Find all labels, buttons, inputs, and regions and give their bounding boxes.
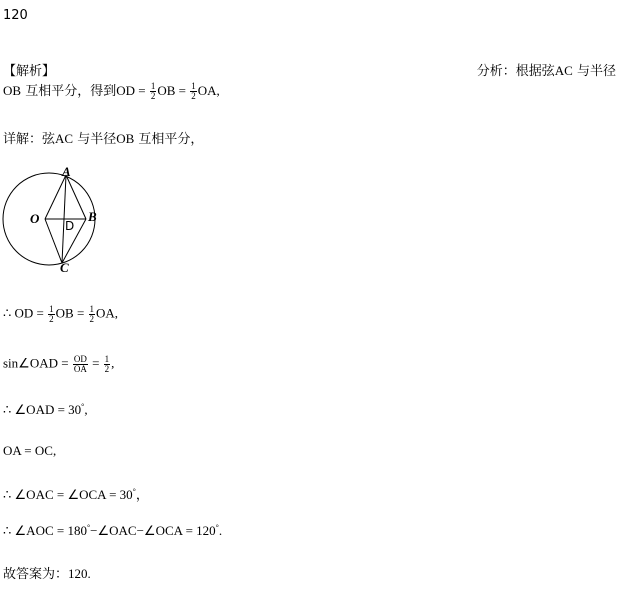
step-6-b: −∠OAC−∠OCA = 120 bbox=[90, 523, 216, 538]
analysis-intro-ac: AC bbox=[554, 63, 573, 78]
fraction-num: 1 bbox=[104, 354, 110, 364]
label-o: O bbox=[30, 211, 40, 226]
analysis-ob2: OB = bbox=[157, 83, 190, 98]
final-label: 故答案为： bbox=[3, 567, 69, 582]
segment-oa bbox=[45, 175, 66, 219]
fraction-num: 1 bbox=[49, 304, 54, 314]
step-6-end: . bbox=[218, 523, 223, 538]
fraction-den: 2 bbox=[49, 314, 54, 324]
fraction-den: 2 bbox=[150, 91, 156, 101]
step-2-b: = bbox=[88, 355, 103, 371]
step-5-text: ∴ ∠OAC = ∠OCA = 30 bbox=[3, 487, 133, 502]
analysis-line2-text: 互相平分，得到 bbox=[21, 84, 117, 99]
fraction-od: OD bbox=[73, 354, 87, 364]
step-3-text: ∴ ∠OAD = 30 bbox=[3, 402, 82, 417]
step-6 bbox=[3, 523, 222, 539]
step-1-b: OB = bbox=[55, 305, 88, 321]
fraction-den: 2 bbox=[104, 364, 110, 374]
step-1-c: OA, bbox=[96, 305, 119, 321]
detail-mid: 与半径 bbox=[73, 132, 117, 147]
degree-mark: ° bbox=[86, 523, 91, 532]
analysis-od: OD = bbox=[116, 83, 149, 98]
analysis-intro bbox=[477, 60, 616, 79]
segment-oc bbox=[45, 219, 62, 263]
fraction-od-oa bbox=[73, 355, 88, 374]
fraction-half bbox=[150, 82, 157, 101]
fraction-num: 1 bbox=[89, 304, 95, 314]
step-5-end: ， bbox=[135, 487, 149, 502]
fraction-den: 2 bbox=[191, 91, 196, 101]
label-c: C bbox=[60, 260, 69, 275]
final-value: 120. bbox=[68, 566, 91, 581]
geometry-diagram bbox=[0, 162, 110, 277]
answer-top: 120 bbox=[3, 8, 28, 23]
analysis-ob: OB bbox=[3, 83, 22, 98]
fraction-half bbox=[104, 355, 111, 374]
fraction-num: 1 bbox=[150, 81, 156, 91]
step-2-a: sin∠OAD = bbox=[3, 355, 72, 371]
detail-line bbox=[3, 128, 203, 147]
step-1 bbox=[3, 305, 118, 324]
detail-suffix: 互相平分， bbox=[134, 132, 204, 147]
label-d: D bbox=[65, 219, 75, 233]
detail-ac: AC bbox=[55, 131, 74, 146]
fraction-oa: OA bbox=[73, 364, 87, 374]
step-2-c: , bbox=[111, 355, 115, 371]
step-4: OA = OC, bbox=[3, 443, 57, 458]
degree-mark: ° bbox=[132, 487, 136, 496]
analysis-intro-mid: 与半径 bbox=[572, 64, 616, 79]
fraction-den: 2 bbox=[89, 314, 95, 324]
detail-ob: OB bbox=[116, 131, 135, 146]
fraction-num: 1 bbox=[191, 81, 196, 91]
step-1-a: ∴ OD = bbox=[3, 305, 48, 321]
degree-mark: ° bbox=[81, 402, 85, 411]
fraction-half bbox=[48, 305, 55, 324]
label-a: A bbox=[62, 164, 71, 179]
step-5 bbox=[3, 484, 149, 503]
step-3 bbox=[3, 402, 88, 418]
fraction-half bbox=[190, 82, 197, 101]
analysis-oa: OA, bbox=[197, 83, 220, 98]
detail-prefix: 详解：弦 bbox=[3, 132, 56, 147]
step-3-end: , bbox=[84, 402, 88, 417]
step-2 bbox=[3, 355, 114, 374]
analysis-intro-prefix: 分析：根据弦 bbox=[476, 64, 555, 79]
final-answer bbox=[3, 563, 91, 582]
label-b: B bbox=[88, 209, 97, 224]
analysis-heading: 【解析】 bbox=[3, 64, 56, 79]
degree-mark: ° bbox=[215, 523, 219, 532]
analysis-line2 bbox=[3, 80, 220, 101]
fraction-half bbox=[89, 305, 96, 324]
step-6-a: ∴ ∠AOC = 180 bbox=[3, 523, 87, 538]
